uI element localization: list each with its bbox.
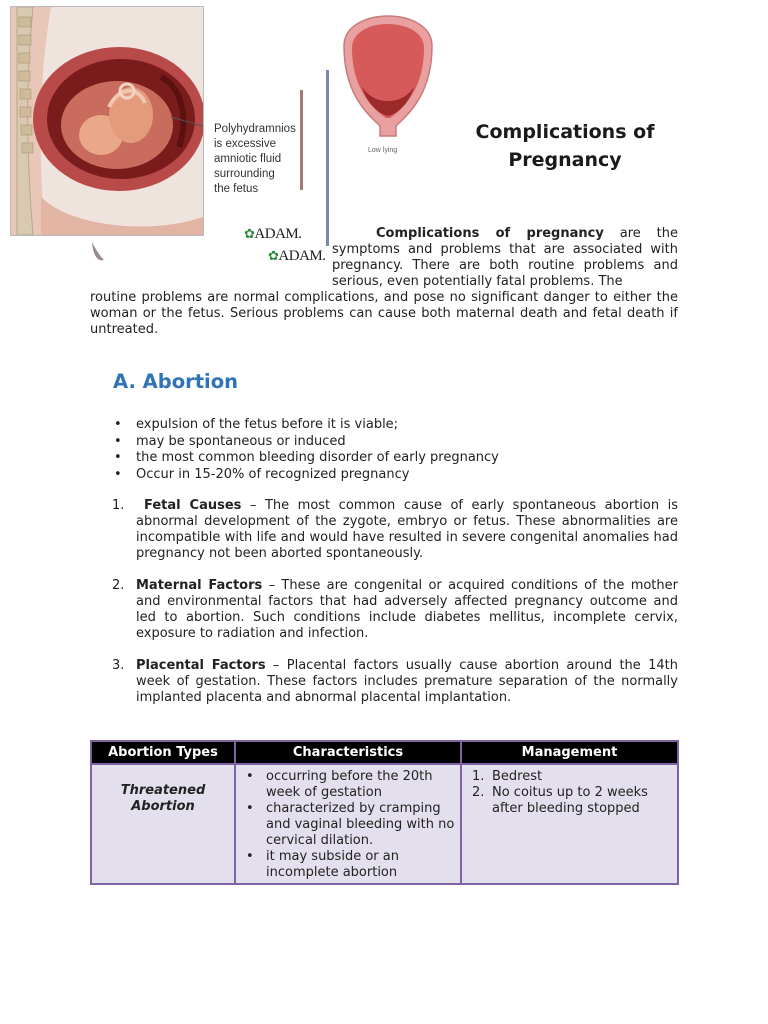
- cause-text: – These are congenital or acquired conditions of the mother and environmental factors that had adversely affected pregnancy outcome and led to abortion. Such conditions include diabetes mellitus, incomplete cervix, exposure to radiation and infection.: [136, 578, 678, 641]
- uterus-drawing: [332, 6, 444, 166]
- list-item: • the most common bleeding disorder of early pregnancy: [114, 450, 674, 467]
- list-item: • expulsion of the fetus before it is viable;: [114, 417, 674, 434]
- caption-line: surrounding: [214, 168, 275, 180]
- divider-line: [300, 90, 303, 190]
- polyhydramnios-illustration: [10, 6, 204, 236]
- abortion-bullet-list: [114, 417, 674, 483]
- abortion-type-line: Abortion: [131, 799, 195, 814]
- cause-number: 3.: [112, 658, 125, 673]
- abortion-type-cell: [91, 764, 235, 884]
- column-header: Management: [461, 741, 678, 764]
- cause-text: – Placental factors usually cause abortion around the 14th week of gestation. These factors includes premature separation of the normally implanted placenta and abnormal placental implantation.: [136, 658, 678, 705]
- cause-item: [112, 658, 678, 706]
- characteristics-cell: [235, 764, 461, 884]
- list-item: • Occur in 15-20% of recognized pregnancy: [114, 467, 674, 484]
- list-item: • characterized by cramping and vaginal bleeding with no cervical dilation.: [240, 801, 456, 849]
- intro-rest: routine problems are normal complications, and pose no significant danger to either the woman or the fetus. Serious problems can cause both maternal death and fetal death if untreated.: [90, 290, 678, 337]
- management-cell: [461, 764, 678, 884]
- management-list: [466, 769, 673, 817]
- uterus-fetus-drawing: [11, 7, 203, 235]
- list-item: [466, 785, 673, 817]
- cause-item: [112, 578, 678, 642]
- caption-line: is excessive: [214, 138, 276, 150]
- abortion-causes-list: [112, 498, 678, 722]
- adam-logo-text: ADAM.: [254, 226, 302, 242]
- caption-line: the fetus: [214, 183, 259, 195]
- item-number: 1.: [472, 769, 485, 784]
- low-lying-placenta-illustration: [332, 6, 444, 166]
- page-title: [456, 118, 674, 174]
- item-text: No coitus up to 2 weeks after bleeding stopped: [492, 785, 648, 816]
- title-line: Complications of: [475, 121, 655, 143]
- intro-lead-text: are the symptoms and problems that are associated with pregnancy. There are both routine problems and serious, even potentially fatal problems. The: [332, 226, 678, 289]
- column-header: Abortion Types: [91, 741, 235, 764]
- characteristics-list: [240, 769, 456, 881]
- caption-line: Polyhydramnios: [214, 123, 296, 135]
- title-line: Pregnancy: [508, 149, 622, 171]
- adam-flower-icon: ✿: [244, 226, 255, 241]
- cause-number: 1.: [112, 498, 125, 513]
- intro-lead-bold: Complications of pregnancy: [376, 226, 604, 241]
- list-item: [466, 769, 673, 785]
- item-text: Bedrest: [492, 769, 543, 784]
- cause-item: [112, 498, 678, 562]
- adam-flower-icon: ✿: [268, 248, 279, 263]
- list-item: • may be spontaneous or induced: [114, 434, 674, 451]
- intro-paragraph: [90, 226, 678, 338]
- table-row: [91, 764, 678, 884]
- list-item: • it may subside or an incomplete abortion: [240, 849, 456, 881]
- divider-line: [326, 70, 329, 246]
- list-item: • occurring before the 20th week of gestation: [240, 769, 456, 801]
- cause-title: Fetal Causes: [144, 498, 242, 513]
- intro-lead: [90, 226, 678, 290]
- abortion-type-line: Threatened: [120, 783, 206, 798]
- caption-line: amniotic fluid: [214, 153, 282, 165]
- adam-logo-text: ADAM.: [278, 248, 326, 264]
- low-lying-caption: Low lying: [368, 147, 398, 154]
- cause-title: Placental Factors: [136, 658, 266, 673]
- cause-number: 2.: [112, 578, 125, 593]
- cause-text: – The most common cause of early spontaneous abortion is abnormal development of the zygote, embryo or fetus. These abnormalities are incompatible with life and would have resulted in severe congenital anomalies had pregnancy not been aborted spontaneously.: [136, 498, 679, 561]
- table-header-row: [91, 741, 678, 764]
- polyhydramnios-caption: [214, 122, 324, 197]
- abortion-types-table: [90, 740, 679, 885]
- column-header: Characteristics: [235, 741, 461, 764]
- item-number: 2.: [472, 785, 485, 800]
- cause-title: Maternal Factors: [136, 578, 263, 593]
- section-heading: A. Abortion: [113, 370, 238, 393]
